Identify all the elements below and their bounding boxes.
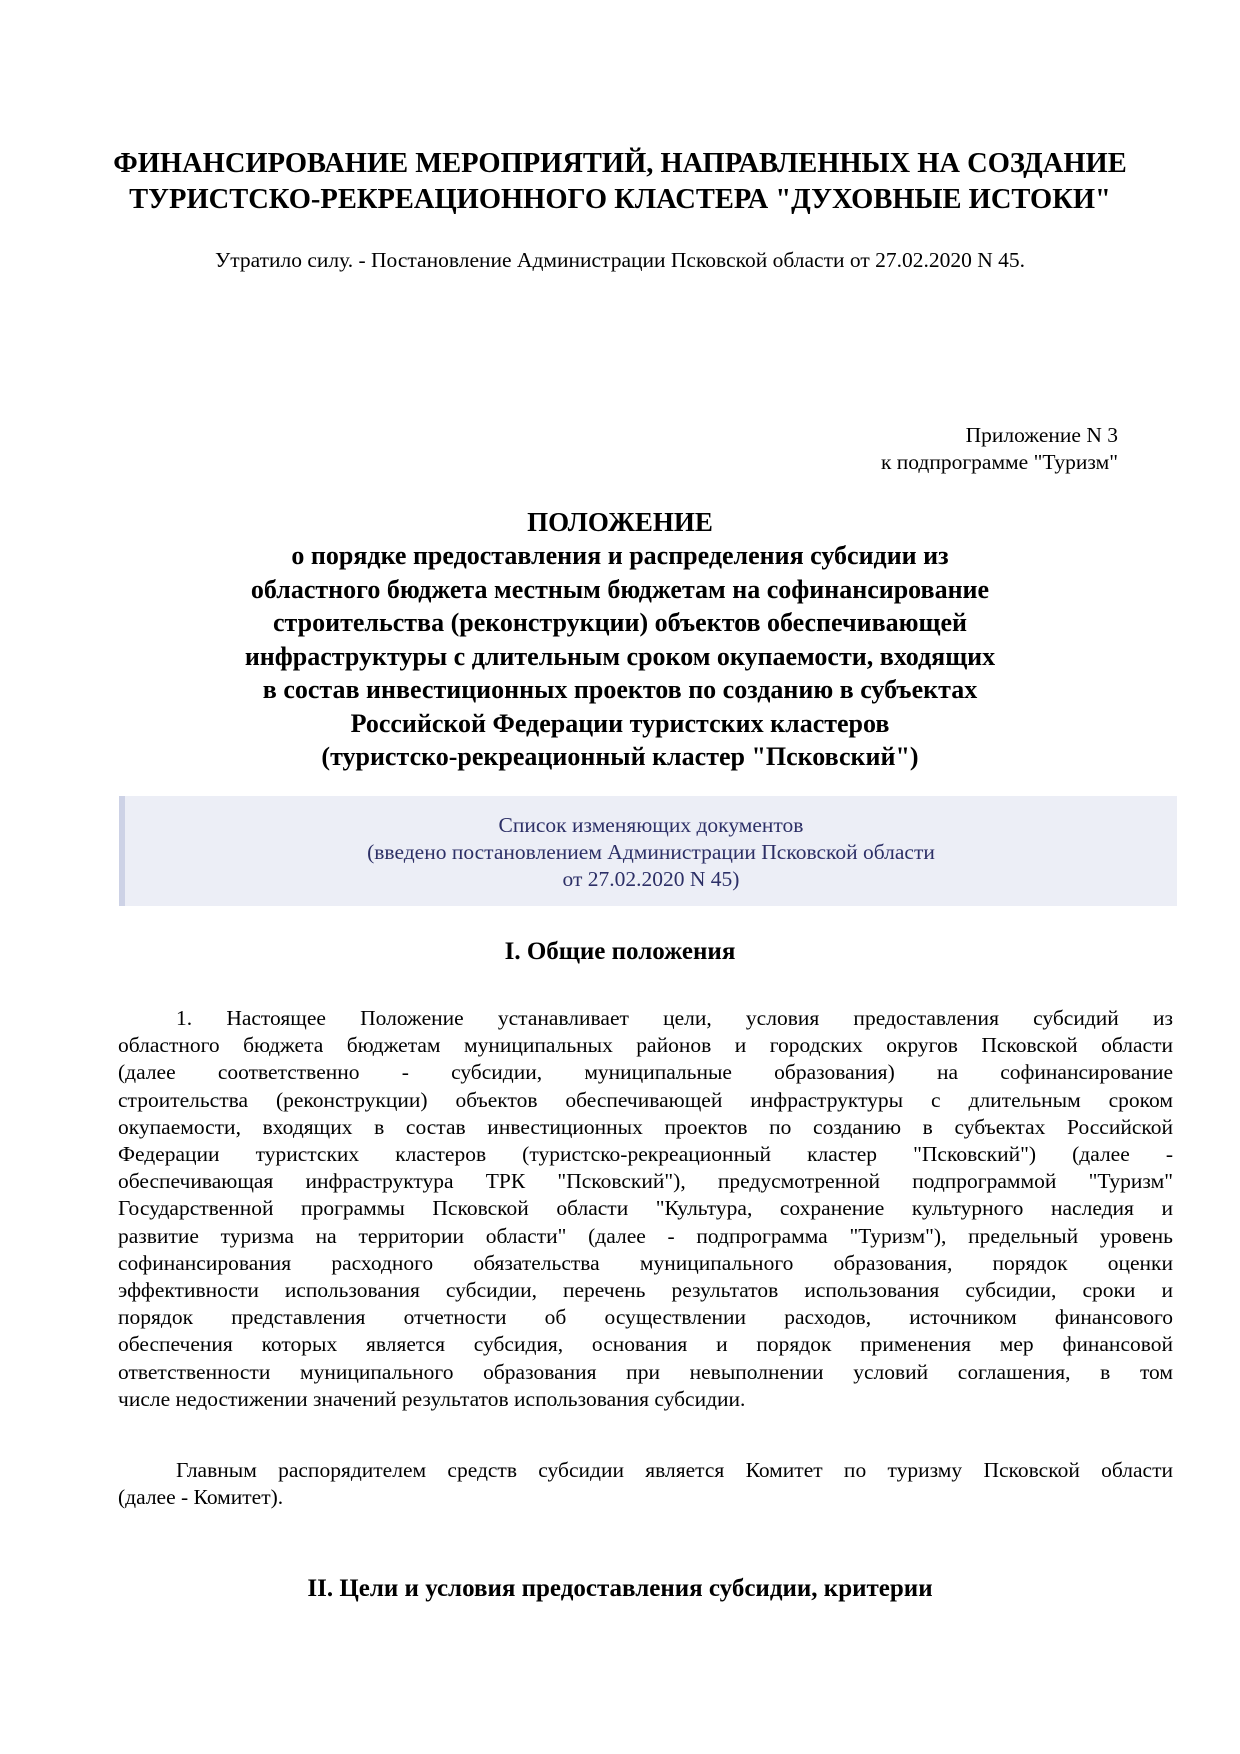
text-line: Федерации туристских кластеров (туристско-рекреационный кластер "Псковский") (далее - <box>118 1142 1173 1167</box>
amending-documents-box <box>119 796 1177 906</box>
section-2-heading: II. Цели и условия предоставления субсидии, критерии <box>307 1575 933 1602</box>
amending-documents-date: от 27.02.2020 N 45) <box>562 867 740 891</box>
amending-documents-source: (введено постановлением Администрации Псковской области <box>367 840 935 864</box>
regulation-subtitle-line: областного бюджета местным бюджетам на софинансирование <box>250 574 990 604</box>
regulation-subtitle-line: инфраструктуры с длительным сроком окупаемости, входящих <box>244 641 996 671</box>
text-line: эффективности использования субсидии, перечень результатов использования субсидии, сроки и <box>118 1278 1173 1303</box>
regulation-heading: ПОЛОЖЕНИЕ <box>527 507 713 537</box>
text-line: (далее - Комитет). <box>118 1485 284 1510</box>
text-line: 1. Настоящее Положение устанавливает цели, условия предоставления субсидий из <box>176 1006 1173 1030</box>
text-line: обеспечивающая инфраструктура ТРК "Псковский"), предусмотренной подпрограммой "Туризм" <box>118 1169 1173 1194</box>
text-line: софинансирования расходного обязательства муниципального образования, порядок оценки <box>118 1250 1173 1275</box>
text-line: строительства (реконструкции) объектов обеспечивающей инфраструктуры с длительным сроком <box>118 1087 1173 1112</box>
section-1-heading: I. Общие положения <box>504 938 736 965</box>
text-line: порядок представления отчетности об осуществлении расходов, источником финансового <box>118 1305 1173 1330</box>
document-title <box>110 146 1130 218</box>
text-line: областного бюджета бюджетам муниципальных районов и городских округов Псковской области <box>118 1033 1173 1058</box>
regulation-subtitle-line: в состав инвестиционных проектов по созданию в субъектах <box>262 675 978 704</box>
regulation-subtitle-line: о порядке предоставления и распределения субсидии из <box>291 541 949 570</box>
text-line: окупаемости, входящих в состав инвестиционных проектов по созданию в субъектах Российской <box>118 1114 1173 1139</box>
appendix-reference <box>618 422 1118 476</box>
paragraph-1 <box>118 1005 1173 1413</box>
text-line: обеспечения которых является субсидия, основания и порядок применения мер финансовой <box>118 1332 1173 1357</box>
repealed-note: Утратило силу. - Постановление Администрации Псковской области от 27.02.2020 N 45. <box>215 248 1025 272</box>
title-line: ТУРИСТСКО-РЕКРЕАЦИОННОГО КЛАСТЕРА "ДУХОВНЫЕ ИСТОКИ" <box>129 184 1111 215</box>
text-line: ответственности муниципального образования при невыполнении условий соглашения, в том <box>118 1359 1173 1384</box>
text-line: (далее соответственно - субсидии, муниципальные образования) на софинансирование <box>118 1060 1173 1085</box>
regulation-subtitle-line: (туристско-рекреационный кластер "Псковский") <box>321 742 919 771</box>
title-line: ФИНАНСИРОВАНИЕ МЕРОПРИЯТИЙ, НАПРАВЛЕННЫХ НА СОЗДАНИЕ <box>113 148 1127 179</box>
text-line: Государственной программы Псковской области "Культура, сохранение культурного наследия и <box>118 1196 1173 1221</box>
regulation-subtitle-line: Российской Федерации туристских кластеров <box>350 708 890 738</box>
paragraph-2 <box>118 1457 1173 1511</box>
text-line: развитие туризма на территории области" (далее - подпрограмма "Туризм"), предельный уровень <box>118 1223 1173 1248</box>
appendix-number: Приложение N 3 <box>965 423 1118 447</box>
text-line: числе недостижении значений результатов использования субсидии. <box>118 1386 746 1411</box>
text-line: Главным распорядителем средств субсидии является Комитет по туризму Псковской области <box>176 1458 1173 1482</box>
amending-documents-title: Список изменяющих документов <box>498 813 804 837</box>
regulation-title <box>110 505 1130 774</box>
regulation-subtitle-line: строительства (реконструкции) объектов обеспечивающей <box>273 608 967 637</box>
appendix-subprogram: к подпрограмме "Туризм" <box>880 450 1118 474</box>
